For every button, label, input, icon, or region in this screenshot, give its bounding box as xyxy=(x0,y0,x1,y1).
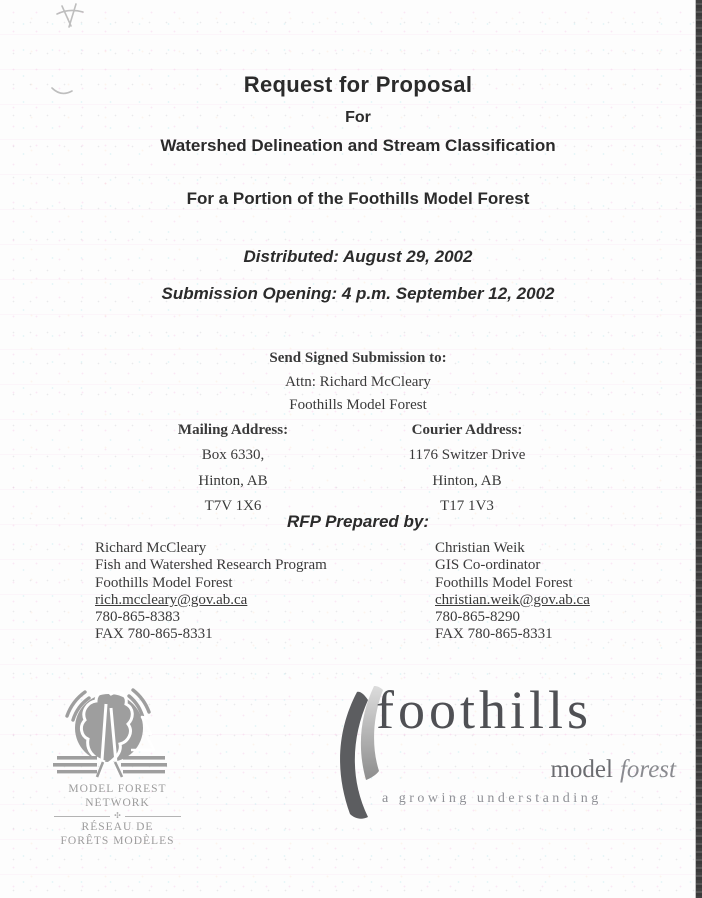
rfp-prepared-by-heading: RFP Prepared by: xyxy=(286,512,430,531)
mailing-address-line: Box 6330, xyxy=(201,447,265,464)
contact-email: rich.mccleary@gov.ab.ca xyxy=(95,591,248,608)
model-word: model xyxy=(550,756,613,783)
submission-opening-line: Submission Opening: 4 p.m. September 12, 2002 xyxy=(161,284,555,303)
forest-word: forest xyxy=(619,756,676,783)
contact-role: Fish and Watershed Research Program xyxy=(95,557,327,574)
contact-email: christian.weik@gov.ab.ca xyxy=(435,591,590,608)
mfn-name-english xyxy=(40,783,195,810)
scan-edge-artifact xyxy=(696,0,702,898)
send-submission-heading: Send Signed Submission to: xyxy=(269,350,447,366)
courier-address-line: T17 1V3 xyxy=(440,497,494,514)
mfn-leaf-icon: ✣ xyxy=(114,811,121,820)
model-forest-network-logo xyxy=(40,686,195,848)
contact-name: Richard McCleary xyxy=(95,540,207,556)
mfn-english-line2: NETWORK xyxy=(85,796,150,809)
contact-role: GIS Co-ordinator xyxy=(435,557,541,574)
contact-fax: FAX 780-865-8331 xyxy=(95,626,213,643)
mailing-address-line: Hinton, AB xyxy=(198,472,268,489)
contact-phone: 780-865-8383 xyxy=(95,609,180,626)
distributed-date-line: Distributed: August 29, 2002 xyxy=(243,247,473,266)
contact-fax: FAX 780-865-8331 xyxy=(435,626,553,643)
mfn-name-french xyxy=(40,821,195,848)
courier-address-line: Hinton, AB xyxy=(432,472,502,489)
submission-org-line: Foothills Model Forest xyxy=(289,397,427,413)
mfn-french-line2: FORÊTS MODÈLES xyxy=(60,834,175,847)
title-for-line: For xyxy=(345,109,371,126)
foothills-model-forest-logo xyxy=(330,680,682,823)
title-portion-line: For a Portion of the Foothills Model Forest xyxy=(186,189,530,208)
contact-name: Christian Weik xyxy=(435,540,525,556)
model-forest-wordmark xyxy=(550,757,676,782)
page-title: Request for Proposal xyxy=(243,72,473,97)
model-forest-network-tree-icon xyxy=(43,686,193,778)
mailing-address-line: T7V 1X6 xyxy=(204,497,262,514)
contact-phone: 780-865-8290 xyxy=(435,609,520,626)
contact-block-christian-weik xyxy=(435,540,590,644)
mfn-divider xyxy=(54,812,181,820)
courier-address-line: 1176 Switzer Drive xyxy=(408,447,526,464)
contact-org: Foothills Model Forest xyxy=(435,574,573,591)
courier-address-label: Courier Address: xyxy=(411,422,523,438)
send-submission-block xyxy=(7,347,702,418)
foothills-wordmark: foothills xyxy=(376,680,593,740)
courier-address-block xyxy=(382,418,552,519)
submission-attn-line: Attn: Richard McCleary xyxy=(285,373,431,390)
contact-org: Foothills Model Forest xyxy=(95,574,233,591)
title-subject-line: Watershed Delineation and Stream Classification xyxy=(160,136,556,155)
mailing-address-label: Mailing Address: xyxy=(177,422,289,438)
fmf-tagline: a growing understanding xyxy=(382,791,602,806)
mfn-english-line1: MODEL FOREST xyxy=(68,783,167,795)
mailing-address-block xyxy=(148,418,318,519)
contact-block-richard-mccleary xyxy=(95,540,327,644)
mfn-french-line1: RÉSEAU DE xyxy=(81,821,154,833)
